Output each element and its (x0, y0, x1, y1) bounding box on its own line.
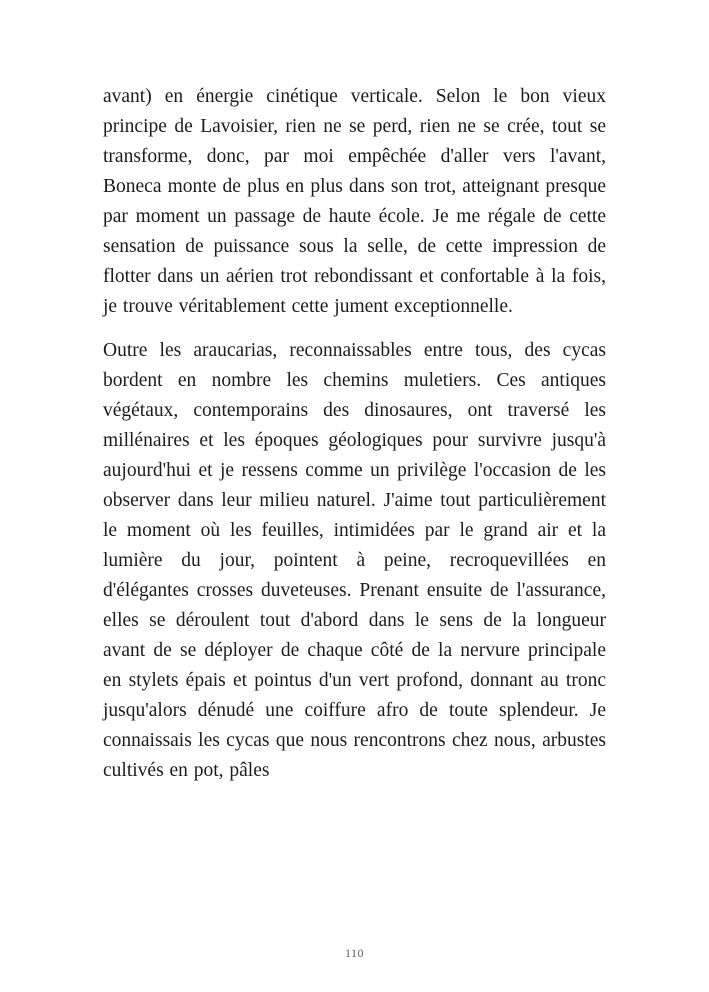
page-text-block (103, 82, 606, 786)
paragraph-2: Outre les araucarias, reconnaissables entre tous, des cycas bordent en nombre les chemins muletiers. Ces antiques végétaux, contemporains des dinosaures, ont traversé les millénaires et les époques géologiques pour survivre jusqu'à aujourd'hui et je ressens comme un privilège l'occasion de les observer dans leur milieu naturel. J'aime tout particulièrement le moment où les feuilles, intimidées par le grand air et la lumière du jour, pointent à peine, recroquevillées en d'élégantes crosses duveteuses. Prenant ensuite de l'assurance, elles se déroulent tout d'abord dans le sens de la longueur avant de se déployer de chaque côté de la nervure principale en stylets épais et pointus d'un vert profond, donnant au tronc jusqu'alors dénudé une coiffure afro de toute splendeur. Je connaissais les cycas que nous rencontrons chez nous, arbustes cultivés en pot, pâles (103, 340, 606, 781)
page-footer (0, 944, 709, 962)
paragraph-1: avant) en énergie cinétique verticale. Selon le bon vieux principe de Lavoisier, rien ne se perd, rien ne se crée, tout se transforme, donc, par moi empêchée d'aller vers l'avant, Boneca monte de plus en plus dans son trot, atteignant presque par moment un passage de haute école. Je me régale de cette sensation de puissance sous la selle, de cette impression de flotter dans un aérien trot rebondissant et confortable à la fois, je trouve véritablement cette jument exceptionnelle. (103, 86, 606, 317)
page-number: 110 (344, 946, 365, 960)
